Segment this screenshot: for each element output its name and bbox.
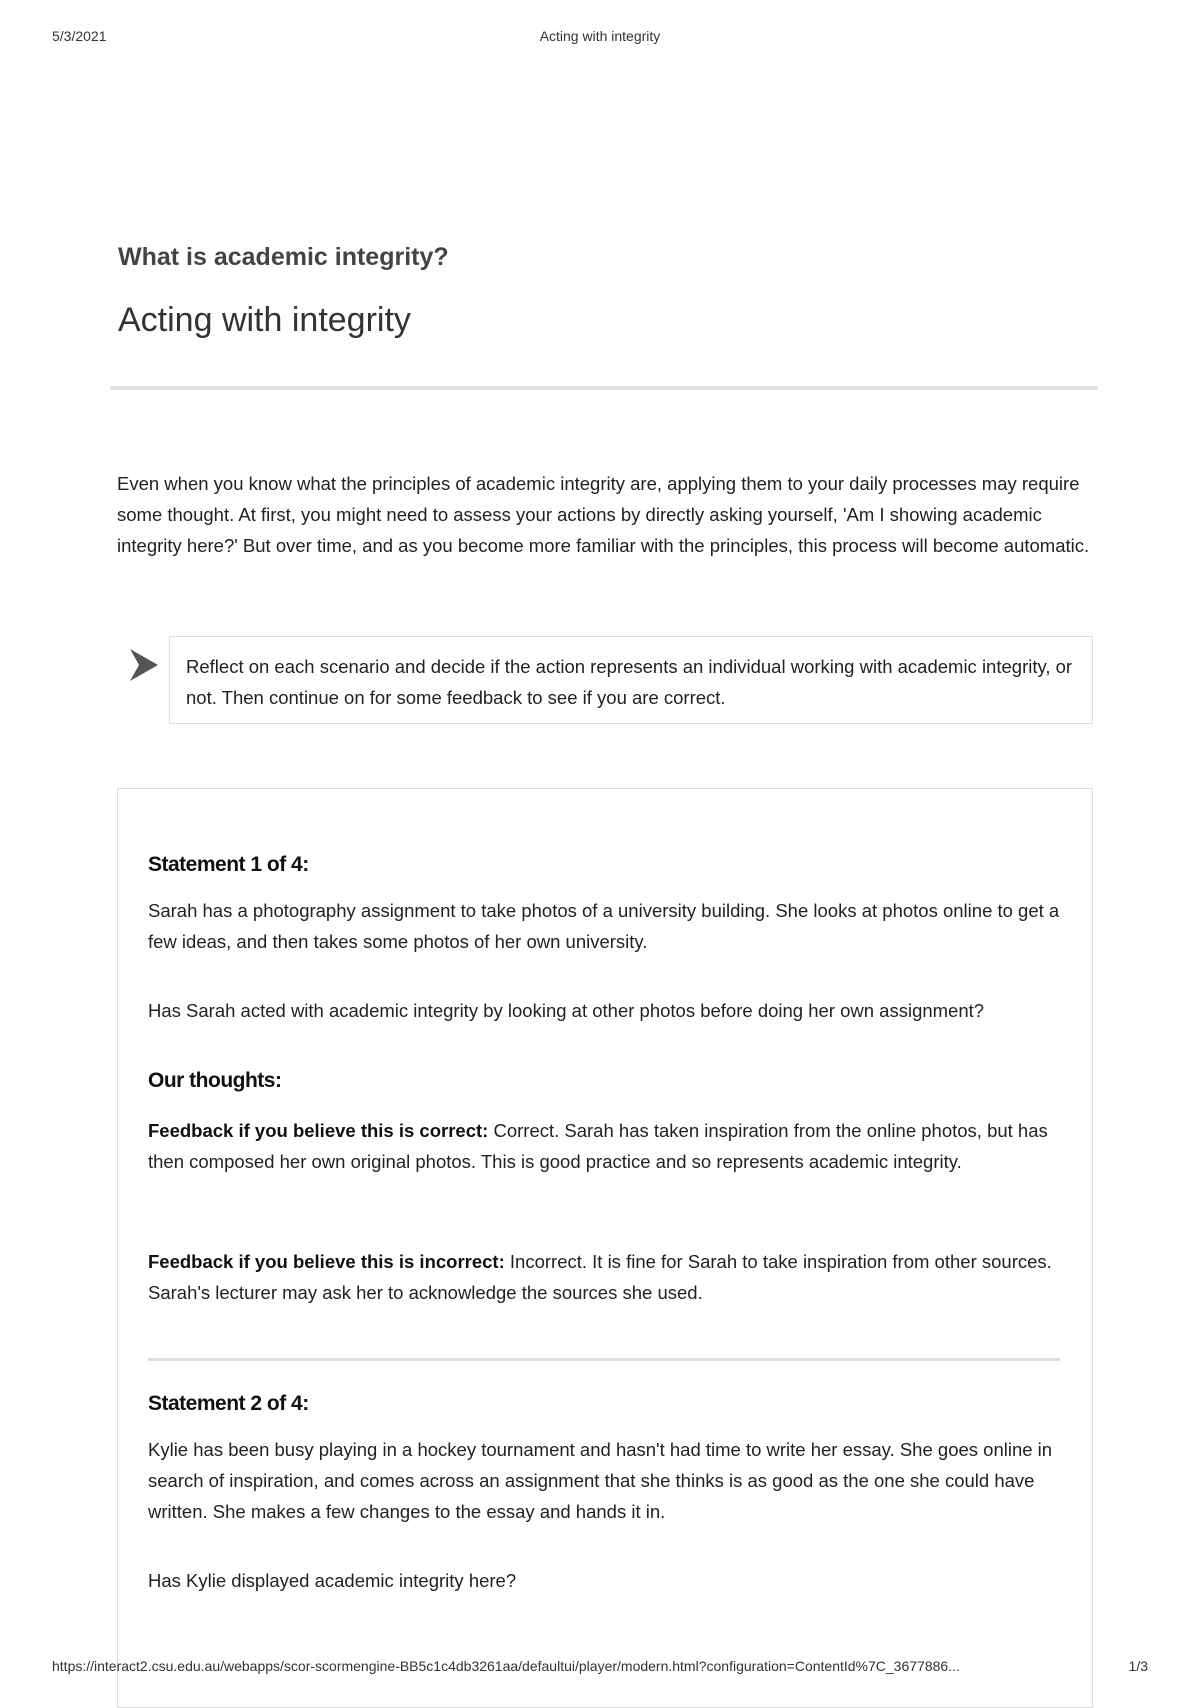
feedback-incorrect-label: Feedback if you believe this is incorrect: <box>148 1251 505 1272</box>
statement-1-feedback-incorrect <box>148 1246 1068 1308</box>
statement-1-feedback-correct <box>148 1115 1068 1177</box>
statement-1-scenario: Sarah has a photography assignment to take photos of a university building. She looks at photos online to get a few ideas, and then takes some photos of her own university. <box>148 900 1060 952</box>
statement-2-scenario: Kylie has been busy playing in a hockey tournament and hasn't had time to write her essay. She goes online in search of inspiration, and comes across an assignment that she thinks is as good as the one she could have written. She makes a few changes to the essay and hands it in. <box>148 1439 1053 1522</box>
print-header <box>52 28 1148 48</box>
statement-2-heading: Statement 2 of 4: <box>148 1392 309 1415</box>
print-page-number: 1/3 <box>1128 1658 1148 1674</box>
lesson-title: Acting with integrity <box>118 301 411 339</box>
statement-1-question: Has Sarah acted with academic integrity by looking at other photos before doing her own assignment? <box>148 1000 985 1021</box>
intro-paragraph: Even when you know what the principles of academic integrity are, applying them to your daily processes may require some thought. At first, you might need to assess your actions by directly asking yourself, 'Am I showing academic integrity here?' But over time, and as you become more familiar with the principles, this process will become automatic. <box>117 473 1090 556</box>
print-footer <box>52 1658 1148 1678</box>
print-url: https://interact2.csu.edu.au/webapps/scor-scormengine-BB5c1c4db3261aa/defaultui/player/modern.html?configuration=ContentId%7C_3677886... <box>52 1658 960 1674</box>
header-divider <box>110 386 1098 390</box>
feedback-incorrect-text: Incorrect. It is fine for Sarah to take inspiration from other sources. Sarah's lecturer may ask her to acknowledge the sources she used. <box>148 1251 1052 1303</box>
statement-1-thoughts-heading: Our thoughts: <box>148 1069 282 1092</box>
instruction-note: Reflect on each scenario and decide if the action represents an individual working with academic integrity, or not. Then continue on for some feedback to see if you are correct. <box>169 636 1093 724</box>
feedback-correct-text: Correct. Sarah has taken inspiration from the online photos, but has then composed her own original photos. This is good practice and so represents academic integrity. <box>148 1120 1048 1172</box>
statement-1-heading: Statement 1 of 4: <box>148 853 309 876</box>
lesson-section-title: What is academic integrity? <box>118 243 449 271</box>
print-page-title: Acting with integrity <box>539 28 661 44</box>
feedback-correct-label: Feedback if you believe this is correct: <box>148 1120 489 1141</box>
arrow-icon <box>128 647 160 683</box>
lesson-header <box>118 242 1098 340</box>
print-date: 5/3/2021 <box>52 28 107 44</box>
statement-2-question: Has Kylie displayed academic integrity here? <box>148 1570 517 1591</box>
statement-divider <box>148 1358 1060 1361</box>
